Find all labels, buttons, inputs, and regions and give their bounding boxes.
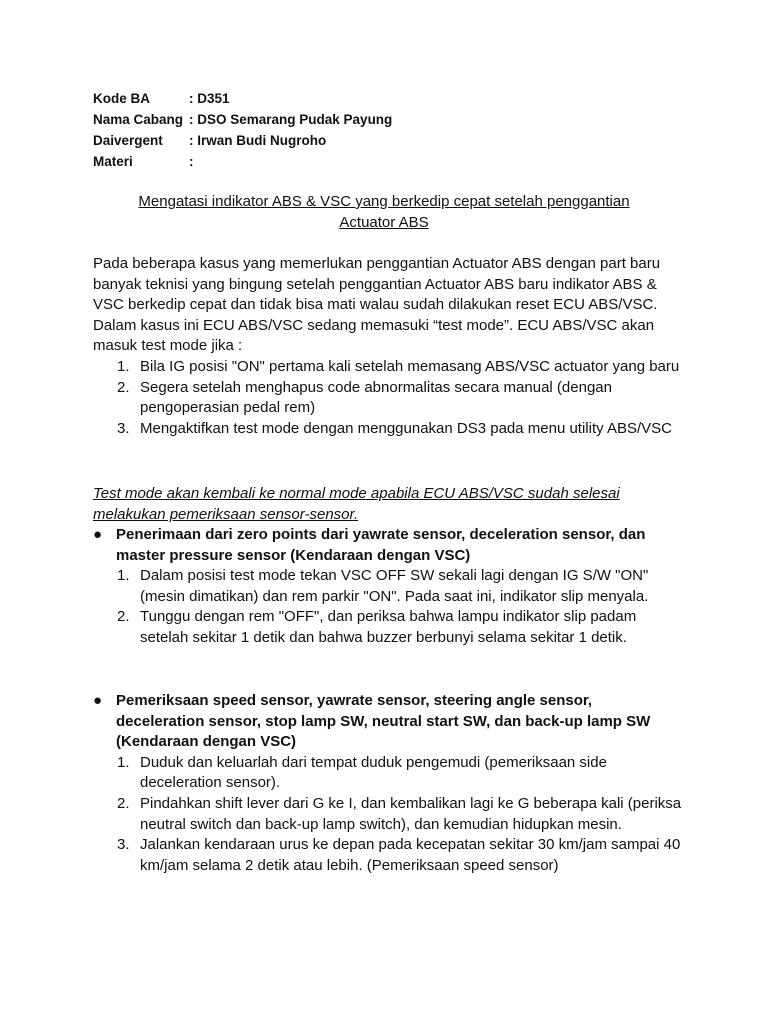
meta-row-daivergent bbox=[93, 130, 392, 151]
intro-list bbox=[93, 357, 683, 439]
list-number: 2. bbox=[117, 378, 130, 396]
document-title bbox=[100, 191, 668, 233]
list-text: Jalankan kendaraan urus ke depan pada kecepatan sekitar 30 km/jam sampai 40 km/jam selama 2 detik atau lebih. (Pemeriksaan speed sensor) bbox=[140, 836, 681, 874]
meta-row-materi bbox=[93, 151, 392, 172]
meta-value: : DSO Semarang Pudak Payung bbox=[189, 112, 393, 127]
bullet-icon: ● bbox=[93, 692, 103, 709]
list-item bbox=[93, 419, 683, 440]
test-mode-note: Test mode akan kembali ke normal mode apabila ECU ABS/VSC sudah selesai melakukan pemeriksaan sensor-sensor. bbox=[93, 485, 620, 523]
list-number: 2. bbox=[117, 794, 130, 812]
list-text: Bila IG posisi "ON" pertama kali setelah memasang ABS/VSC actuator yang baru bbox=[140, 357, 680, 375]
list-number: 1. bbox=[117, 357, 130, 375]
section-heading bbox=[93, 691, 683, 753]
list-text: Tunggu dengan rem "OFF", dan periksa bahwa lampu indikator slip padam setelah sekitar 1 detik dan bahwa buzzer berbunyi selama sekitar 1 detik. bbox=[140, 608, 637, 646]
list-number: 3. bbox=[117, 836, 130, 854]
list-item bbox=[93, 753, 683, 794]
section-list bbox=[93, 566, 683, 648]
meta-value: : D351 bbox=[189, 91, 230, 106]
meta-label: Nama Cabang bbox=[93, 112, 184, 127]
section-heading-text: Penerimaan dari zero points dari yawrate sensor, deceleration sensor, dan master pressure sensor (Kendaraan dengan VSC) bbox=[116, 526, 646, 564]
meta-label: Kode BA bbox=[93, 91, 150, 106]
meta-label: Materi bbox=[93, 154, 133, 169]
list-text: Mengaktifkan test mode dengan menggunakan DS3 pada menu utility ABS/VSC bbox=[140, 419, 672, 437]
list-item bbox=[93, 607, 683, 648]
section-sensor-check bbox=[93, 691, 683, 876]
list-item bbox=[93, 835, 683, 876]
list-text: Dalam posisi test mode tekan VSC OFF SW sekali lagi dengan IG S/W "ON" (mesin dimatikan) dan rem parkir "ON". Pada saat ini, indikator slip menyala. bbox=[140, 567, 649, 605]
section-zero-points bbox=[93, 525, 683, 649]
section-heading bbox=[93, 525, 683, 566]
meta-label: Daivergent bbox=[93, 133, 163, 148]
list-text: Pindahkan shift lever dari G ke I, dan kembalikan lagi ke G beberapa kali (periksa neutral switch dan back-up lamp switch), dan kemudian hidupkan mesin. bbox=[140, 794, 682, 833]
intro-paragraph: Pada beberapa kasus yang memerlukan penggantian Actuator ABS dengan part baru banyak teknisi yang bingung setelah penggantian Actuator ABS baru indikator ABS & VSC berkedip cepat dan tidak bisa mati walau sudah dilakukan reset ECU ABS/VSC. Dalam kasus ini ECU ABS/VSC sedang memasuki “test mode”. ECU ABS/VSC akan masuk test mode jika : bbox=[93, 255, 661, 355]
meta-value: : Irwan Budi Nugroho bbox=[189, 133, 327, 148]
title-line-1: Mengatasi indikator ABS & VSC yang berkedip cepat setelah penggantian bbox=[138, 193, 630, 210]
meta-value: : bbox=[189, 154, 194, 169]
list-text: Duduk dan keluarlah dari tempat duduk pengemudi (pemeriksaan side deceleration sensor). bbox=[140, 753, 607, 792]
meta-row-kode-ba bbox=[93, 88, 392, 109]
list-number: 1. bbox=[117, 753, 130, 771]
meta-row-nama-cabang bbox=[93, 109, 392, 130]
list-item bbox=[93, 378, 683, 419]
title-line-2: Actuator ABS bbox=[339, 214, 429, 231]
list-item bbox=[93, 357, 683, 378]
intro-section bbox=[93, 254, 683, 439]
bullet-icon: ● bbox=[93, 526, 103, 543]
list-text: Segera setelah menghapus code abnormalitas secara manual (dengan pengoperasian pedal rem) bbox=[140, 378, 612, 417]
list-item bbox=[93, 566, 683, 607]
list-number: 2. bbox=[117, 608, 130, 626]
list-number: 1. bbox=[117, 567, 130, 585]
list-item bbox=[93, 794, 683, 835]
section-heading-text: Pemeriksaan speed sensor, yawrate sensor, steering angle sensor, deceleration sensor, stop lamp SW, neutral start SW, dan back-up lamp SW (Kendaraan dengan VSC) bbox=[116, 692, 651, 751]
header-meta bbox=[93, 88, 392, 172]
section-list bbox=[93, 753, 683, 877]
list-number: 3. bbox=[117, 419, 130, 437]
